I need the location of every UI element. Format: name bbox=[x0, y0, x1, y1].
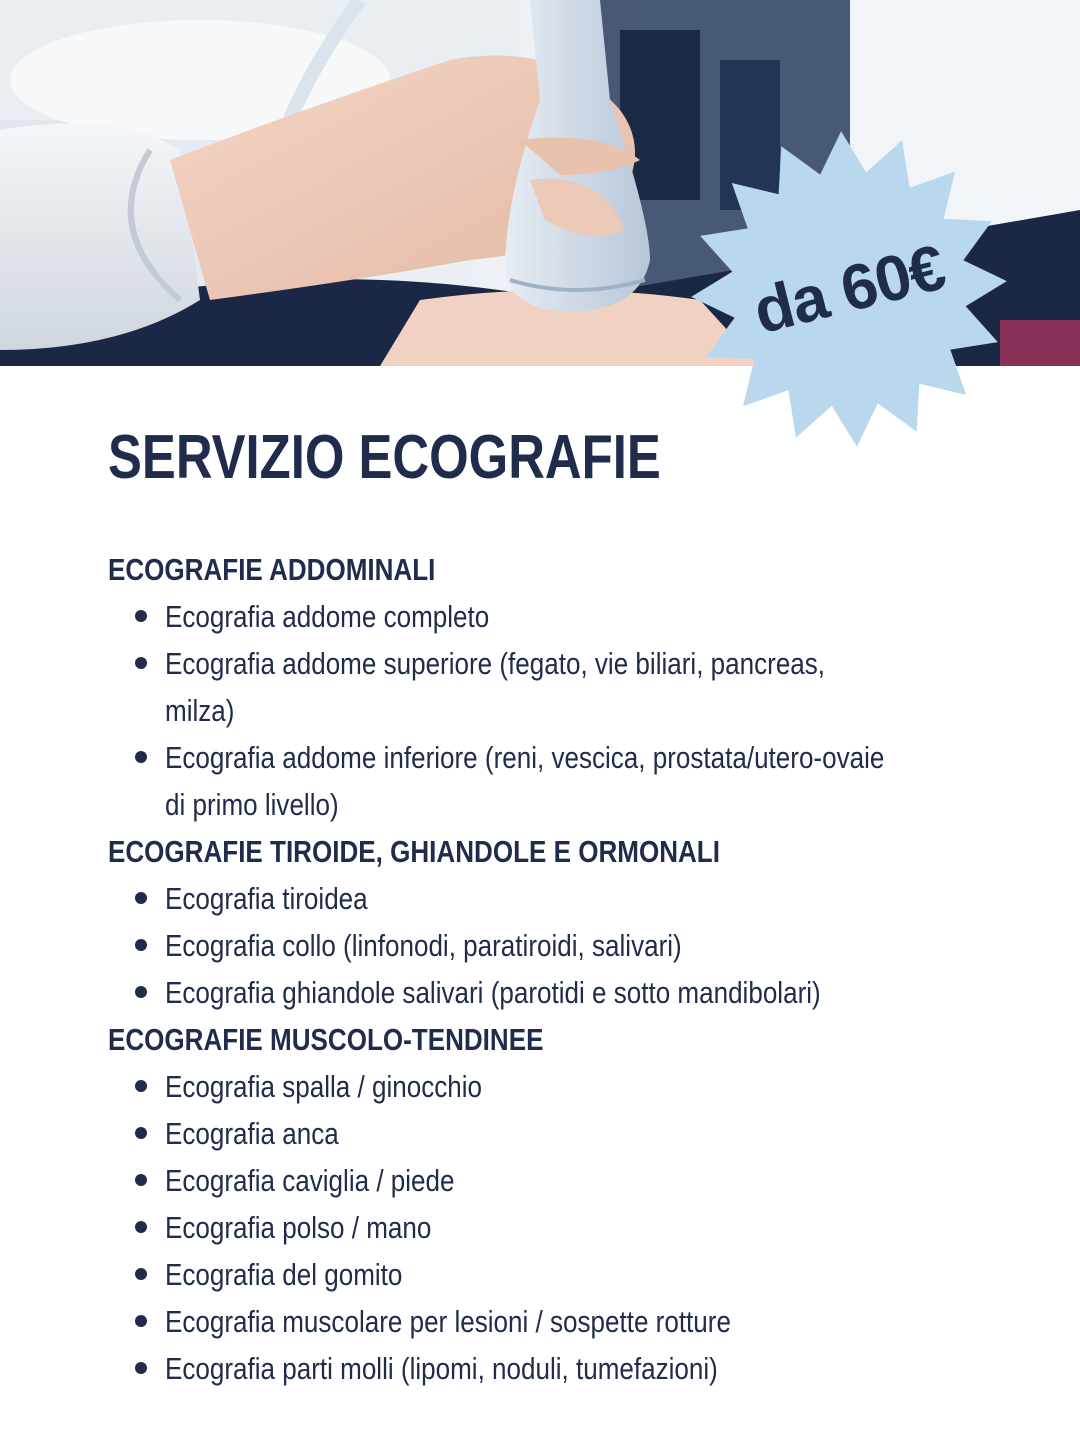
list-item bbox=[108, 1204, 988, 1251]
bullet-icon bbox=[135, 1174, 147, 1186]
list-item bbox=[108, 593, 988, 640]
list-item bbox=[108, 969, 988, 1016]
bullet-icon bbox=[135, 892, 147, 904]
list-item bbox=[108, 1157, 988, 1204]
section-heading: ECOGRAFIE TIROIDE, GHIANDOLE E ORMONALI bbox=[108, 834, 720, 869]
bullet-icon bbox=[135, 1221, 147, 1233]
bullet-icon bbox=[135, 1127, 147, 1139]
list-item-text: Ecografia addome superiore (fegato, vie biliari, pancreas, milza) bbox=[165, 646, 826, 728]
section-heading: ECOGRAFIE MUSCOLO-TENDINEE bbox=[108, 1022, 544, 1057]
list-item-text: Ecografia addome inferiore (reni, vescica, prostata/utero-ovaie di primo livello) bbox=[165, 740, 885, 822]
bullet-icon bbox=[135, 1268, 147, 1280]
list-item-text: Ecografia collo (linfonodi, paratiroidi, salivari) bbox=[165, 928, 682, 963]
list-item-text: Ecografia muscolare per lesioni / sospette rotture bbox=[165, 1304, 731, 1339]
bullet-icon bbox=[135, 751, 147, 763]
list-item bbox=[108, 1063, 988, 1110]
price-badge bbox=[688, 128, 1010, 450]
list-item bbox=[108, 640, 988, 734]
services-list bbox=[108, 546, 988, 1392]
list-item-text: Ecografia ghiandole salivari (parotidi e sotto mandibolari) bbox=[165, 975, 821, 1010]
main-content bbox=[108, 418, 988, 1392]
bullet-icon bbox=[135, 1315, 147, 1327]
list-item bbox=[108, 734, 988, 828]
service-list bbox=[108, 875, 988, 1016]
service-list bbox=[108, 1063, 988, 1392]
list-item bbox=[108, 1251, 988, 1298]
list-item-text: Ecografia caviglia / piede bbox=[165, 1163, 455, 1198]
list-item-text: Ecografia addome completo bbox=[165, 599, 490, 634]
page-title: SERVIZIO ECOGRAFIE bbox=[108, 423, 661, 492]
list-item bbox=[108, 1345, 988, 1392]
bullet-icon bbox=[135, 939, 147, 951]
service-list bbox=[108, 593, 988, 828]
list-item-text: Ecografia del gomito bbox=[165, 1257, 403, 1292]
bullet-icon bbox=[135, 1362, 147, 1374]
list-item bbox=[108, 1298, 988, 1345]
list-item-text: Ecografia anca bbox=[165, 1116, 339, 1151]
price-label: da 60€ bbox=[746, 230, 952, 348]
bullet-icon bbox=[135, 1080, 147, 1092]
list-item-text: Ecografia parti molli (lipomi, noduli, tumefazioni) bbox=[165, 1351, 718, 1386]
list-item-text: Ecografia polso / mano bbox=[165, 1210, 432, 1245]
list-item bbox=[108, 875, 988, 922]
list-item bbox=[108, 922, 988, 969]
bullet-icon bbox=[135, 610, 147, 622]
list-item-text: Ecografia spalla / ginocchio bbox=[165, 1069, 483, 1104]
bullet-icon bbox=[135, 657, 147, 669]
list-item bbox=[108, 1110, 988, 1157]
section-heading: ECOGRAFIE ADDOMINALI bbox=[108, 552, 436, 587]
list-item-text: Ecografia tiroidea bbox=[165, 881, 368, 916]
bullet-icon bbox=[135, 986, 147, 998]
